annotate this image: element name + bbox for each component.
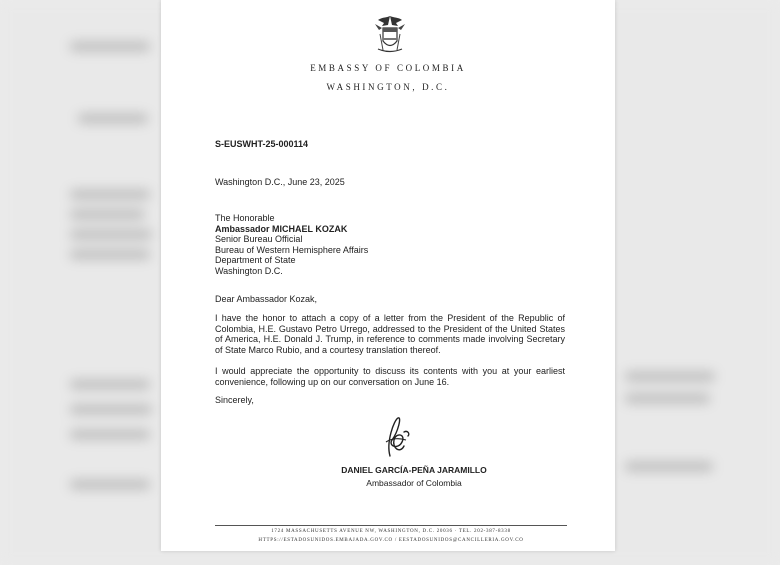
recipient-bureau: Bureau of Western Hemisphere Affairs: [215, 244, 369, 255]
recipient-name: Ambassador MICHAEL KOZAK: [215, 223, 348, 234]
blurred-line: [70, 250, 150, 259]
blurred-line: [70, 480, 150, 489]
body-paragraph-2: I would appreciate the opportunity to discuss its contents with you at your earliest convenience, following up on our conversation on June 16.: [215, 366, 565, 387]
handwritten-signature: [368, 412, 428, 460]
blurred-line: [70, 42, 150, 51]
embassy-city: WASHINGTON, D.C.: [326, 82, 450, 92]
blurred-line: [625, 372, 715, 381]
closing: Sincerely,: [215, 395, 254, 405]
blurred-line: [70, 210, 145, 219]
blurred-line: [70, 380, 150, 389]
letter-date: Washington D.C., June 23, 2025: [215, 177, 345, 187]
recipient-department: Department of State: [215, 255, 296, 265]
colombia-coat-of-arms-icon: [372, 14, 408, 54]
signer-title: Ambassador of Colombia: [366, 478, 462, 488]
recipient-address: [215, 213, 368, 276]
reference-number: S-EUSWHT-25-000114: [215, 139, 309, 149]
blurred-line: [70, 405, 152, 414]
letter-page: [161, 0, 615, 551]
body-paragraph-1: I have the honor to attach a copy of a letter from the President of the Republic of Colombia, H.E. Gustavo Petro Urrego, addressed to the President of the United States of America, H.E. Donald J. Trump, in reference to comments made involving Secretary of State Marco Rubio, and a courtesy translation thereof.: [215, 313, 565, 355]
footer-contact: HTTPS://ESTADOSUNIDOS.EMBAJADA.GOV.CO / EESTADOSUNIDOS@CANCILLERIA.GOV.CO: [258, 538, 524, 543]
recipient-title: Senior Bureau Official: [215, 234, 303, 244]
embassy-name: EMBASSY OF COLOMBIA: [310, 63, 466, 73]
salutation: Dear Ambassador Kozak,: [215, 294, 318, 304]
footer-address: 1724 MASSACHUSETTS AVENUE NW, WASHINGTON, D.C. 20036 · TEL. 202-387-8338: [271, 529, 511, 534]
blurred-line: [78, 114, 148, 123]
recipient-location: Washington D.C.: [215, 265, 283, 276]
blurred-line: [70, 190, 150, 199]
footer-divider: [215, 525, 567, 526]
signer-name: DANIEL GARCÍA-PEÑA JARAMILLO: [341, 465, 487, 475]
blurred-line: [70, 230, 152, 239]
blurred-line: [70, 430, 150, 439]
recipient-honorific: The Honorable: [215, 213, 275, 223]
blurred-line: [625, 394, 710, 403]
